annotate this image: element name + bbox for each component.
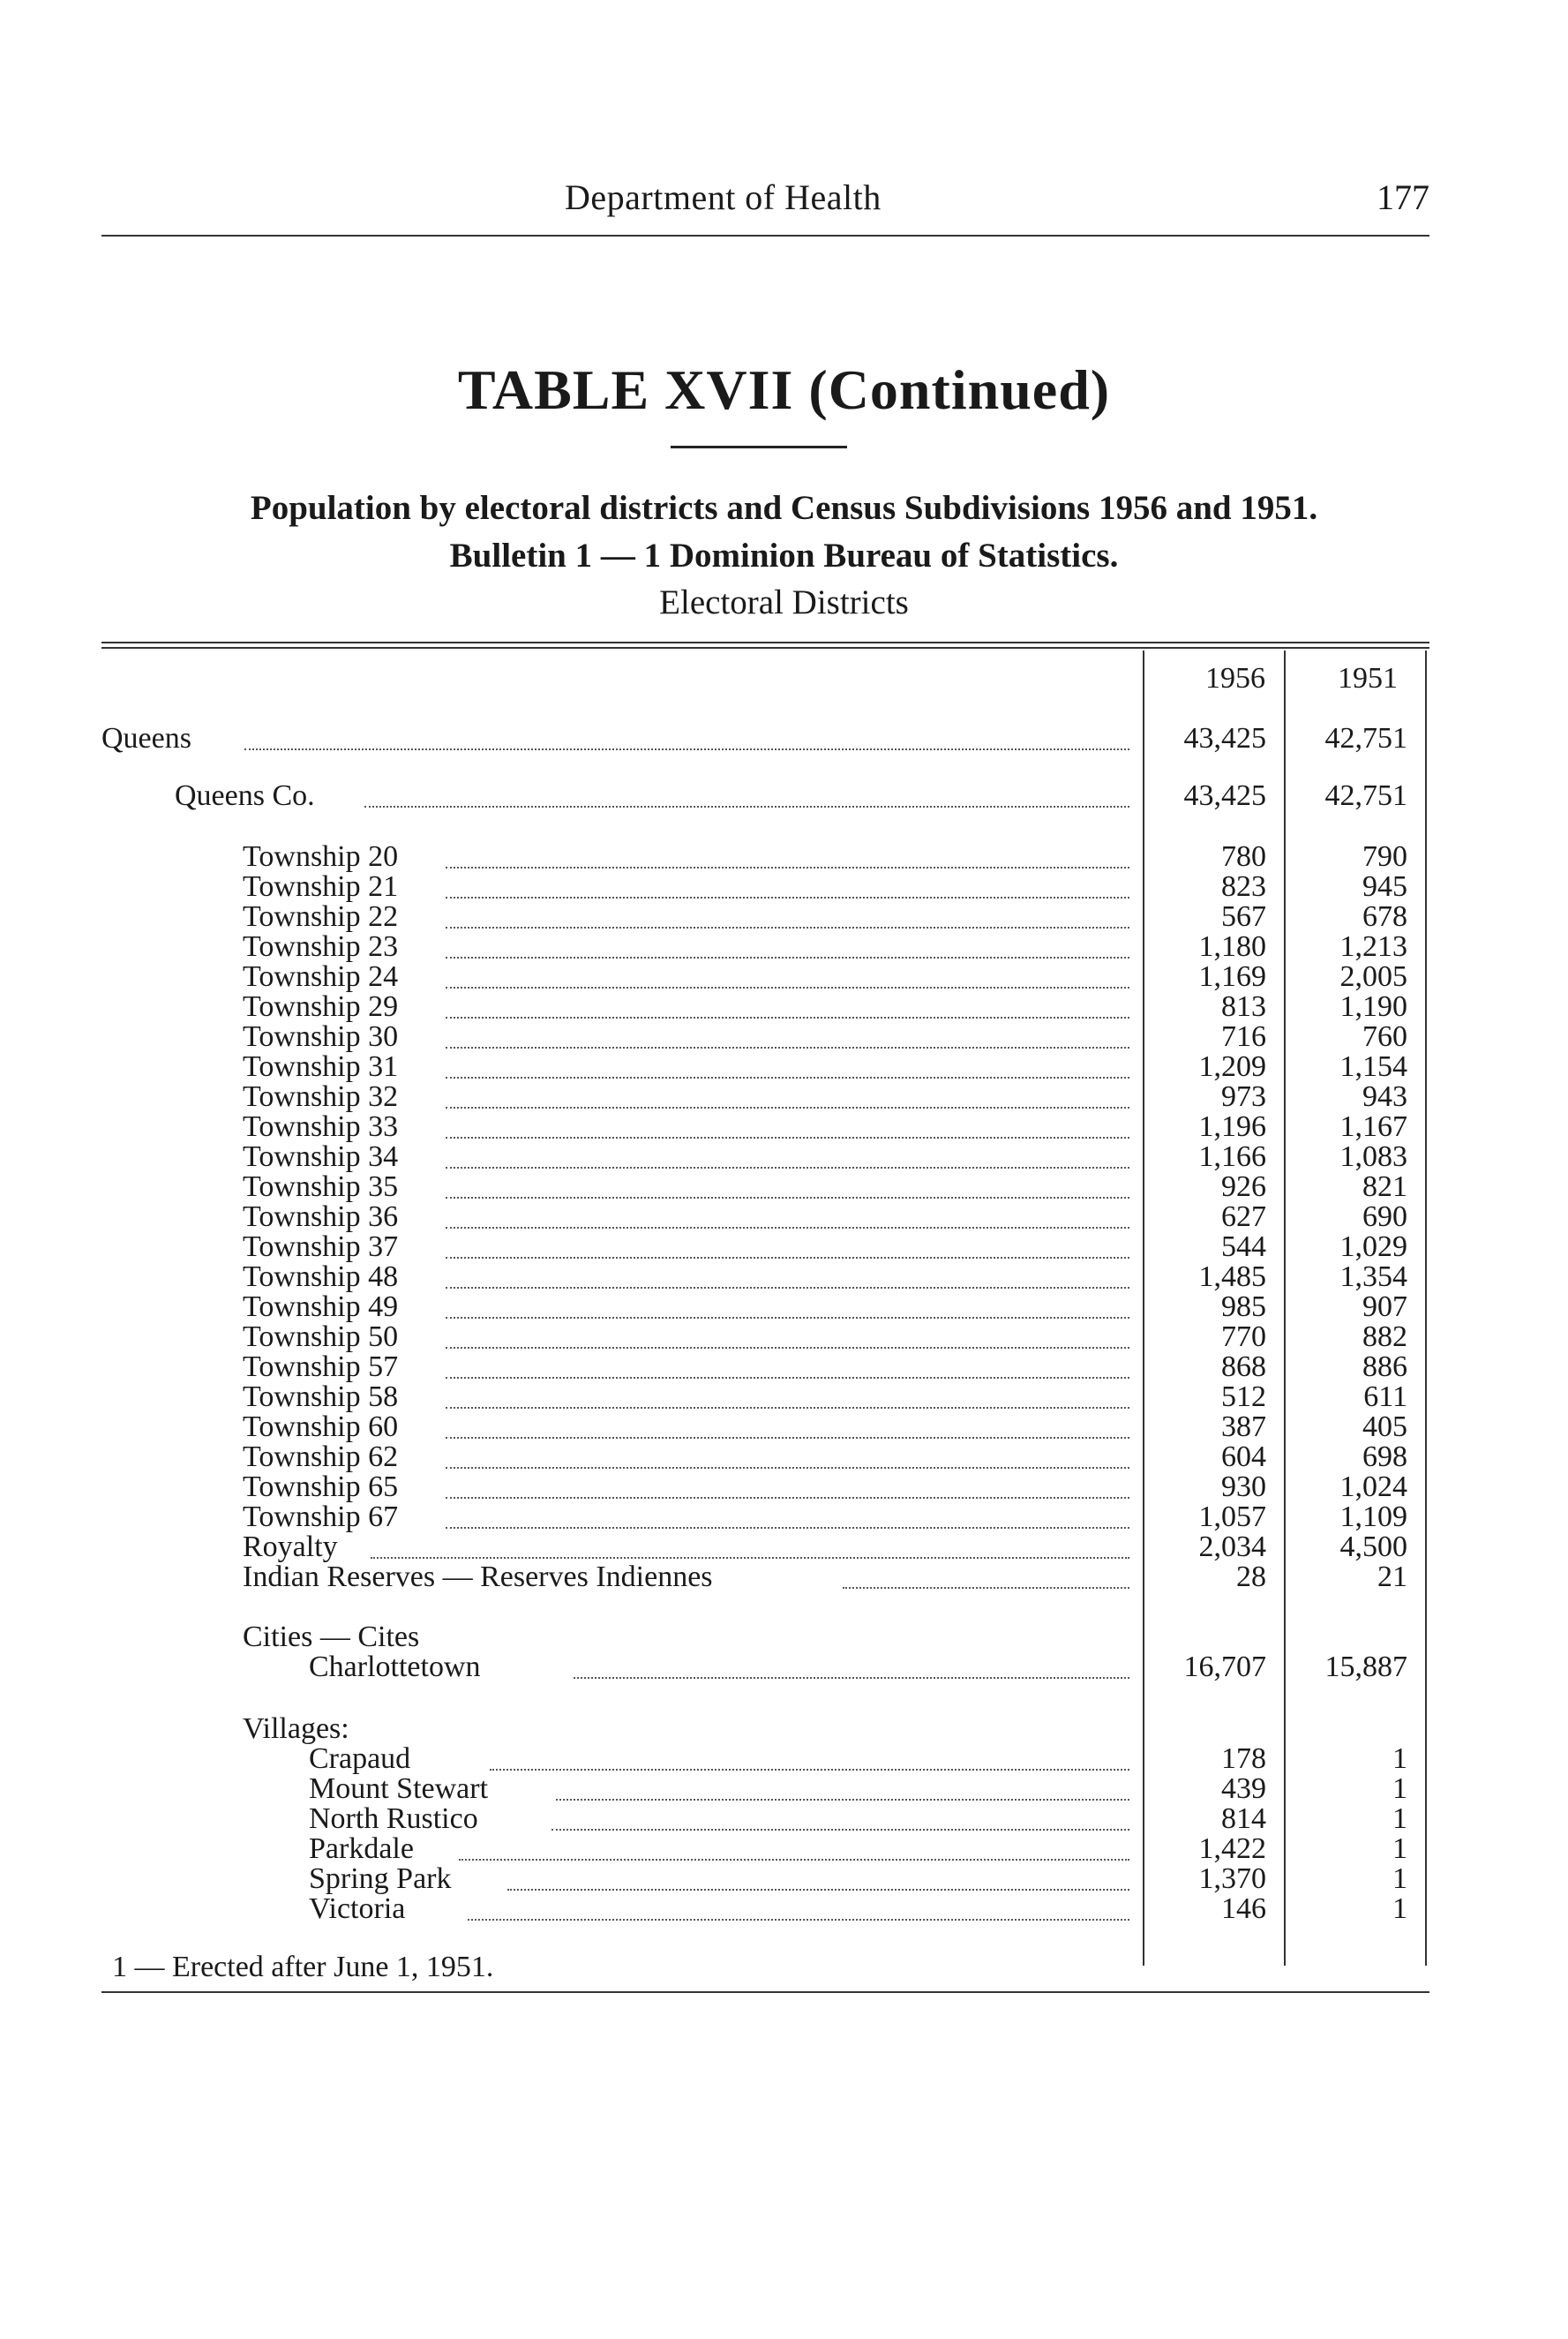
- cell-1951: 4,500: [1339, 1531, 1407, 1563]
- cell-1956: 146: [1221, 1892, 1266, 1925]
- row-label: Crapaud: [309, 1742, 411, 1775]
- dot-leader: [446, 932, 1129, 959]
- cell-1951: 1,024: [1339, 1470, 1407, 1503]
- table-row: [0, 1082, 1568, 1112]
- cell-1956: 1,422: [1198, 1832, 1266, 1865]
- table-bottom-rule: [101, 1991, 1429, 1993]
- dot-leader: [446, 1292, 1129, 1319]
- cell-1951: 2,005: [1339, 960, 1407, 993]
- cell-1951: 21: [1377, 1561, 1407, 1593]
- cell-1951: 1: [1392, 1892, 1407, 1925]
- dot-leader: [446, 1052, 1129, 1079]
- cell-1951: 1: [1392, 1772, 1407, 1805]
- cell-1951: 760: [1362, 1020, 1407, 1053]
- table-row: [0, 842, 1568, 872]
- dot-leader: [244, 724, 1129, 750]
- title-rule: [671, 446, 847, 448]
- row-label: Township 31: [243, 1050, 399, 1083]
- cell-1951: 945: [1362, 870, 1407, 903]
- table-title: TABLE XVII (Continued): [457, 358, 1111, 421]
- cell-1951: 1,354: [1339, 1260, 1407, 1293]
- cell-1951: 790: [1362, 840, 1407, 873]
- dot-leader: [446, 1442, 1129, 1469]
- cell-1951: 1,190: [1339, 990, 1407, 1023]
- row-label: Indian Reserves — Reserves Indiennes: [243, 1561, 713, 1593]
- cell-1956: 1,196: [1198, 1110, 1266, 1143]
- cell-1951: 678: [1362, 900, 1407, 933]
- table-row: [0, 1112, 1568, 1142]
- row-label: Township 67: [243, 1500, 399, 1533]
- table-subtitle-line-3: Electoral Districts: [659, 583, 909, 621]
- cell-1956: 930: [1221, 1470, 1266, 1503]
- cell-1956: 813: [1221, 990, 1266, 1023]
- cell-1951: 1: [1392, 1802, 1407, 1835]
- cell-1956: 1,180: [1198, 930, 1266, 963]
- dot-leader: [446, 992, 1129, 1019]
- table-row: [0, 872, 1568, 902]
- dot-leader: [468, 1894, 1129, 1921]
- dot-leader: [446, 1352, 1129, 1379]
- dot-leader: [446, 1322, 1129, 1349]
- dot-leader: [459, 1834, 1129, 1861]
- dot-leader: [446, 1022, 1129, 1049]
- table-row: [0, 1894, 1568, 1924]
- row-label: Victoria: [309, 1892, 406, 1925]
- table-row: [0, 962, 1568, 992]
- dot-leader: [446, 842, 1129, 869]
- table-row: [0, 781, 1568, 811]
- cell-1951: 1,213: [1339, 930, 1407, 963]
- dot-leader: [446, 1412, 1129, 1439]
- table-row: [0, 1172, 1568, 1202]
- dot-leader: [446, 872, 1129, 899]
- row-label: Queens Co.: [175, 779, 315, 812]
- table-row: [0, 1562, 1568, 1592]
- table-row: [0, 724, 1568, 754]
- dot-leader: [446, 1142, 1129, 1169]
- dot-leader: [446, 962, 1129, 989]
- cell-1956: 439: [1221, 1772, 1266, 1805]
- cell-1956: 43,425: [1183, 779, 1266, 812]
- cell-1951: 1: [1392, 1832, 1407, 1865]
- dot-leader: [446, 1262, 1129, 1289]
- table-row: [0, 1142, 1568, 1172]
- dot-leader: [507, 1864, 1129, 1891]
- table-row: [0, 1442, 1568, 1472]
- dot-leader: [446, 1172, 1129, 1199]
- table-row: [0, 1262, 1568, 1292]
- row-label: Township 37: [243, 1230, 399, 1263]
- row-label: Township 33: [243, 1110, 399, 1143]
- dot-leader: [446, 1202, 1129, 1229]
- table-row: [0, 1834, 1568, 1864]
- dot-leader: [446, 1502, 1129, 1529]
- table-row: [0, 1804, 1568, 1834]
- cell-1956: 567: [1221, 900, 1266, 933]
- dot-leader: [556, 1774, 1129, 1801]
- row-label: Royalty: [243, 1531, 338, 1563]
- section-label-cities: Cities — Cites: [243, 1621, 420, 1653]
- table-top-rule-double: [101, 647, 1429, 649]
- dot-leader: [446, 1112, 1129, 1139]
- row-label: Township 24: [243, 960, 399, 993]
- row-label: Township 50: [243, 1320, 399, 1353]
- cell-1951: 821: [1362, 1170, 1407, 1203]
- cell-1956: 2,034: [1198, 1531, 1266, 1563]
- table-row: [0, 1472, 1568, 1502]
- table-row: [0, 992, 1568, 1022]
- row-label: Township 20: [243, 840, 399, 873]
- table-row: [0, 1412, 1568, 1442]
- page-number: 177: [1377, 177, 1429, 217]
- header-rule: [101, 235, 1429, 237]
- table-row: [0, 1864, 1568, 1894]
- table-subtitle-line-2: Bulletin 1 — 1 Dominion Bureau of Statistics.: [449, 537, 1119, 575]
- cell-1956: 1,169: [1198, 960, 1266, 993]
- row-label: Township 57: [243, 1350, 399, 1383]
- table-row: [0, 1774, 1568, 1804]
- running-header: [101, 177, 1429, 231]
- cell-1951: 1,083: [1339, 1140, 1407, 1173]
- cell-1951: 690: [1362, 1200, 1407, 1233]
- cell-1956: 1,485: [1198, 1260, 1266, 1293]
- cell-1956: 512: [1221, 1380, 1266, 1413]
- dot-leader: [446, 902, 1129, 929]
- table-row: [0, 902, 1568, 932]
- cell-1951: 882: [1362, 1320, 1407, 1353]
- dot-leader: [371, 1532, 1129, 1559]
- table-top-rule: [101, 642, 1429, 643]
- cell-1951: 1,167: [1339, 1110, 1407, 1143]
- cell-1951: 405: [1362, 1410, 1407, 1443]
- cell-1956: 387: [1221, 1410, 1266, 1443]
- cell-1956: 43,425: [1183, 722, 1266, 755]
- dot-leader: [364, 781, 1129, 808]
- table-row: [0, 1352, 1568, 1382]
- row-label: Spring Park: [309, 1862, 452, 1895]
- cell-1951: 1,029: [1339, 1230, 1407, 1263]
- cell-1956: 716: [1221, 1020, 1266, 1053]
- row-label: Township 23: [243, 930, 399, 963]
- row-label: Parkdale: [309, 1832, 414, 1865]
- row-label: Township 29: [243, 990, 399, 1023]
- row-label: Mount Stewart: [309, 1772, 489, 1805]
- cell-1956: 627: [1221, 1200, 1266, 1233]
- cell-1956: 823: [1221, 870, 1266, 903]
- column-header-1951: 1951: [1338, 662, 1398, 695]
- cell-1951: 1,154: [1339, 1050, 1407, 1083]
- row-label: North Rustico: [309, 1802, 478, 1835]
- cell-1956: 1,209: [1198, 1050, 1266, 1083]
- column-header-1956: 1956: [1205, 662, 1265, 695]
- row-label: Township 36: [243, 1200, 399, 1233]
- cell-1956: 814: [1221, 1802, 1266, 1835]
- cell-1951: 1: [1392, 1862, 1407, 1895]
- running-title: Department of Health: [565, 177, 882, 217]
- cell-1956: 780: [1221, 840, 1266, 873]
- dot-leader: [551, 1804, 1129, 1831]
- dot-leader: [446, 1382, 1129, 1409]
- cell-1956: 770: [1221, 1320, 1266, 1353]
- cell-1951: 42,751: [1324, 779, 1407, 812]
- cell-1956: 985: [1221, 1290, 1266, 1323]
- row-label: Township 48: [243, 1260, 399, 1293]
- cell-1956: 973: [1221, 1080, 1266, 1113]
- section-label-villages: Villages:: [243, 1712, 349, 1745]
- table-row: [0, 1322, 1568, 1352]
- row-label: Township 30: [243, 1020, 399, 1053]
- table-row: [0, 1052, 1568, 1082]
- table-row: [0, 1022, 1568, 1052]
- cell-1956: 1,370: [1198, 1862, 1266, 1895]
- row-label: Charlottetown: [309, 1651, 481, 1683]
- table-row: [0, 1652, 1568, 1682]
- dot-leader: [490, 1744, 1129, 1771]
- cell-1956: 604: [1221, 1440, 1266, 1473]
- row-label: Township 32: [243, 1080, 399, 1113]
- table-row: [0, 1502, 1568, 1532]
- table-row: [0, 932, 1568, 962]
- row-label: Queens: [101, 722, 191, 755]
- dot-leader: [574, 1652, 1129, 1679]
- dot-leader: [446, 1232, 1129, 1259]
- dot-leader: [446, 1472, 1129, 1499]
- table-row: [0, 1202, 1568, 1232]
- cell-1951: 886: [1362, 1350, 1407, 1383]
- cell-1956: 28: [1236, 1561, 1266, 1593]
- row-label: Township 34: [243, 1140, 399, 1173]
- cell-1956: 926: [1221, 1170, 1266, 1203]
- row-label: Township 65: [243, 1470, 399, 1503]
- footnote: 1 — Erected after June 1, 1951.: [112, 1951, 494, 1983]
- table-row: [0, 1292, 1568, 1322]
- table-row: [0, 1744, 1568, 1774]
- cell-1951: 611: [1363, 1380, 1407, 1413]
- cell-1951: 1,109: [1339, 1500, 1407, 1533]
- cell-1956: 544: [1221, 1230, 1266, 1263]
- dot-leader: [843, 1562, 1129, 1589]
- row-label: Township 49: [243, 1290, 399, 1323]
- cell-1951: 943: [1362, 1080, 1407, 1113]
- row-label: Township 60: [243, 1410, 399, 1443]
- cell-1951: 907: [1362, 1290, 1407, 1323]
- table-row: [0, 1532, 1568, 1562]
- table-subtitle-line-1: Population by electoral districts and Census Subdivisions 1956 and 1951.: [250, 489, 1318, 527]
- cell-1956: 16,707: [1183, 1651, 1266, 1683]
- cell-1951: 698: [1362, 1440, 1407, 1473]
- table-row: [0, 1232, 1568, 1262]
- cell-1956: 1,166: [1198, 1140, 1266, 1173]
- row-label: Township 35: [243, 1170, 399, 1203]
- cell-1951: 42,751: [1324, 722, 1407, 755]
- dot-leader: [446, 1082, 1129, 1109]
- cell-1956: 868: [1221, 1350, 1266, 1383]
- row-label: Township 21: [243, 870, 399, 903]
- row-label: Township 62: [243, 1440, 399, 1473]
- cell-1956: 1,057: [1198, 1500, 1266, 1533]
- row-label: Township 22: [243, 900, 399, 933]
- cell-1951: 1: [1392, 1742, 1407, 1775]
- row-label: Township 58: [243, 1380, 399, 1413]
- cell-1956: 178: [1221, 1742, 1266, 1775]
- table-row: [0, 1382, 1568, 1412]
- cell-1951: 15,887: [1324, 1651, 1407, 1683]
